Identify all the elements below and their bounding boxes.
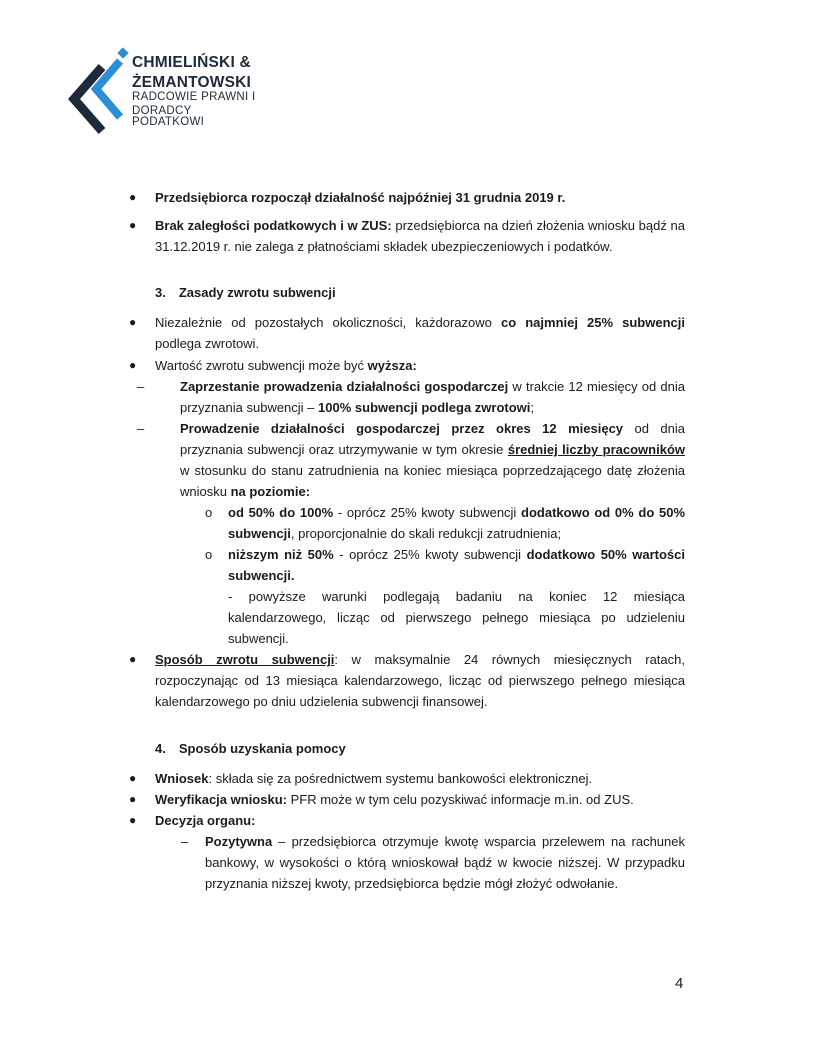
list-item bbox=[129, 355, 685, 376]
document-body bbox=[129, 187, 686, 894]
text: : składa się za pośrednictwem systemu bankowości elektronicznej. bbox=[208, 771, 593, 786]
text: powyższe warunki podlegają badaniu na koniec 12 miesiąca kalendarzowego, licząc od pierwszego pełnego miesiąca po udzieleniu subwencji. bbox=[228, 589, 685, 646]
text: - oprócz 25% kwoty subwencji bbox=[333, 505, 522, 520]
list-item bbox=[129, 215, 685, 257]
logo-line-2: ŻEMANTOWSKI bbox=[132, 73, 252, 91]
bullet-icon: ● bbox=[129, 771, 137, 785]
logo-mark-icon bbox=[66, 47, 132, 137]
bold-text: 100% subwencji podlega zwrotowi bbox=[318, 400, 531, 415]
bold-text: co najmniej 25% subwencji bbox=[500, 315, 685, 330]
text: – przedsiębiorca otrzymuje kwotę wsparcia przelewem na rachunek bankowy, w wysokości o którą wnioskował bądź w kwocie niższej. W przypadku przyznania niższej kwoty, przedsiębiorca będzie mógł złożyć odwołanie. bbox=[205, 834, 685, 891]
bold-text: Prowadzenie działalności gospodarczej przez okres 12 miesięcy bbox=[180, 421, 624, 436]
nested-list-item bbox=[133, 502, 685, 544]
bullet-icon: ● bbox=[129, 315, 137, 329]
logo-line-3: RADCOWIE PRAWNI I bbox=[132, 91, 256, 103]
sub-list-item bbox=[133, 418, 685, 502]
list-item bbox=[129, 789, 685, 810]
list-item bbox=[129, 187, 685, 208]
bold-text: Zaprzestanie prowadzenia działalności gospodarczej bbox=[180, 379, 509, 394]
logo-line-4: DORADCY PODATKOWI bbox=[132, 104, 205, 128]
bullet-bold-text: Przedsiębiorca rozpoczął działalność najpóźniej 31 grudnia 2019 r. bbox=[155, 190, 566, 205]
bullet-icon: ● bbox=[129, 792, 137, 806]
company-logo bbox=[66, 47, 266, 137]
bullet-icon: ● bbox=[129, 218, 137, 232]
bold-text: Wniosek bbox=[155, 771, 209, 786]
logo-text bbox=[132, 49, 266, 129]
dash-icon: – bbox=[181, 834, 189, 849]
text: w trakcie 12 miesięcy od dnia przyznania subwencji – bbox=[180, 379, 685, 415]
section-heading-3: 3. Zasady zwrotu subwencji bbox=[155, 285, 336, 300]
bold-text: na poziomie: bbox=[230, 484, 311, 499]
circle-bullet-icon: o bbox=[205, 547, 213, 562]
bold-text: niższym niż 50% bbox=[228, 547, 334, 562]
text: ; bbox=[530, 400, 535, 415]
underlined-text: średniej liczby pracowników bbox=[507, 442, 685, 457]
dash-icon: – bbox=[137, 379, 145, 394]
text: w stosunku do stanu zatrudnienia na koniec miesiąca poprzedzającego datę złożenia wniosku bbox=[180, 463, 685, 499]
bold-text: Weryfikacja wniosku: bbox=[155, 792, 287, 807]
nested-note: - powyższe warunki podlegają badaniu na koniec 12 miesiąca kalendarzowego, licząc od pierwszego pełnego miesiąca po udzieleniu subwencji. bbox=[228, 589, 685, 646]
dash-icon: – bbox=[137, 421, 145, 436]
bold-text: wyższa: bbox=[367, 358, 417, 373]
list-item bbox=[129, 810, 685, 831]
text: : w maksymalnie 24 równych miesięcznych ratach, rozpoczynając od 13 miesiąca kalendarzowego, licząc od pierwszego pełnego miesiąca kalendarzowego po dniu udzielenia subwencji finansowej. bbox=[155, 652, 685, 709]
bold-text: dodatkowo od 0% do 50% subwencji bbox=[228, 505, 686, 541]
bullet-text: przedsiębiorca na dzień złożenia wniosku bądź na 31.12.2019 r. nie zalega z płatnościami składek ubezpieczeniowych i podatków. bbox=[155, 218, 685, 254]
page-number: 4 bbox=[675, 975, 684, 992]
text: Niezależnie od pozostałych okoliczności, każdorazowo bbox=[155, 315, 501, 330]
nested-list-item bbox=[133, 544, 685, 586]
underlined-text: Sposób zwrotu subwencji bbox=[155, 652, 335, 667]
logo-line-1: CHMIELIŃSKI & bbox=[132, 54, 251, 71]
bullet-icon: ● bbox=[129, 652, 137, 666]
list-item bbox=[129, 649, 685, 712]
bullet-icon: ● bbox=[129, 190, 137, 204]
text: od dnia przyznania subwencji oraz utrzymywanie w tym okresie bbox=[180, 421, 686, 457]
bold-text: dodatkowo 50% wartości subwencji. bbox=[228, 547, 685, 583]
bullet-icon: ● bbox=[129, 358, 137, 372]
list-item bbox=[129, 312, 685, 354]
list-item bbox=[129, 768, 685, 789]
bold-text: Decyzja organu: bbox=[155, 813, 256, 828]
circle-bullet-icon: o bbox=[205, 505, 213, 520]
text: podlega zwrotowi. bbox=[155, 336, 260, 351]
section-heading-4: 4. Sposób uzyskania pomocy bbox=[155, 741, 346, 756]
text: PFR może w tym celu pozyskiwać informacje m.in. od ZUS. bbox=[286, 792, 634, 807]
bullet-icon: ● bbox=[129, 813, 137, 827]
bold-text: Pozytywna bbox=[205, 834, 273, 849]
bullet-bold-text: Brak zaległości podatkowych i w ZUS: bbox=[155, 218, 392, 233]
text: Wartość zwrotu subwencji może być bbox=[155, 358, 368, 373]
sub-list-item bbox=[133, 831, 685, 894]
text: , proporcjonalnie do skali redukcji zatrudnienia; bbox=[290, 526, 562, 541]
bold-text: od 50% do 100% bbox=[228, 505, 334, 520]
text: - oprócz 25% kwoty subwencji bbox=[333, 547, 527, 562]
sub-list-item bbox=[133, 376, 685, 418]
